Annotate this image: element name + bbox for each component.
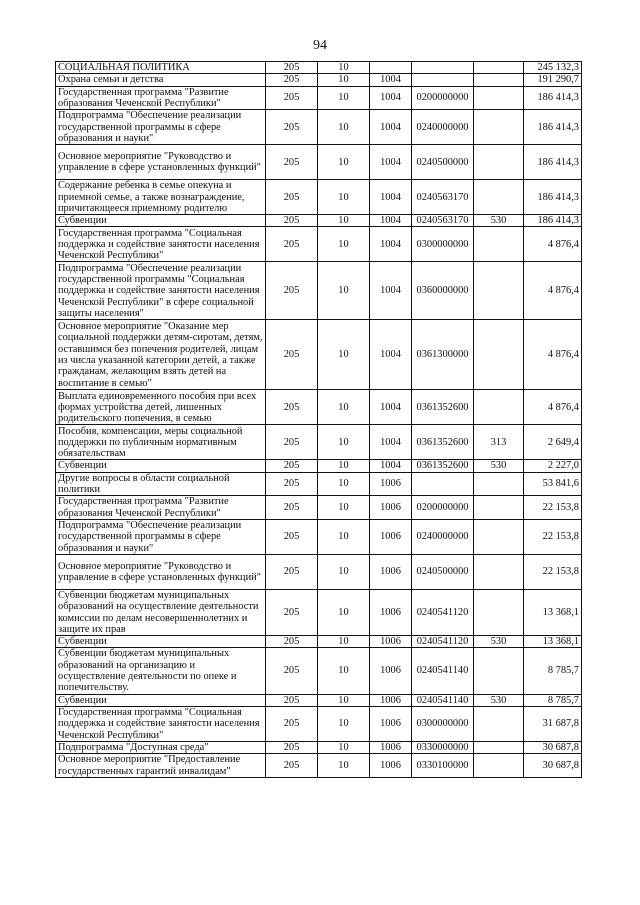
table-row <box>56 589 582 635</box>
row-subsection-code: 1006 <box>370 648 412 694</box>
row-admin-code: 205 <box>266 86 318 110</box>
table-row <box>56 62 582 74</box>
row-expense-type <box>474 648 524 694</box>
page-number: 94 <box>313 38 327 53</box>
row-expense-type <box>474 86 524 110</box>
row-name: Государственная программа "Социальная поддержка и содействие занятости населения Чеченской Республики" <box>56 227 266 262</box>
table-row <box>56 320 582 390</box>
row-target-code: 0240541140 <box>412 648 474 694</box>
row-name: Основное мероприятие "Предоставление государственных гарантий инвалидам" <box>56 754 266 778</box>
row-amount: 13 368,1 <box>524 589 582 635</box>
row-subsection-code: 1006 <box>370 472 412 496</box>
row-name: Субвенции бюджетам муниципальных образований на осуществление деятельности комиссии по делам несовершеннолетних и защите их прав <box>56 589 266 635</box>
row-admin-code: 205 <box>266 62 318 74</box>
row-target-code: 0361300000 <box>412 320 474 390</box>
row-subsection-code: 1004 <box>370 180 412 215</box>
row-amount: 13 368,1 <box>524 636 582 648</box>
row-target-code: 0330000000 <box>412 741 474 753</box>
row-section-code: 10 <box>318 86 370 110</box>
row-admin-code: 205 <box>266 110 318 145</box>
table-row <box>56 227 582 262</box>
row-target-code <box>412 62 474 74</box>
row-target-code: 0240000000 <box>412 519 474 554</box>
row-target-code: 0361352600 <box>412 390 474 425</box>
table-row <box>56 460 582 472</box>
row-admin-code: 205 <box>266 425 318 460</box>
row-section-code: 10 <box>318 145 370 180</box>
row-section-code: 10 <box>318 320 370 390</box>
row-target-code: 0360000000 <box>412 262 474 320</box>
row-name: Подпрограмма "Доступная среда" <box>56 741 266 753</box>
row-subsection-code: 1004 <box>370 227 412 262</box>
row-expense-type <box>474 706 524 741</box>
row-admin-code: 205 <box>266 589 318 635</box>
row-expense-type: 530 <box>474 460 524 472</box>
row-amount: 186 414,3 <box>524 145 582 180</box>
row-section-code: 10 <box>318 694 370 706</box>
row-subsection-code: 1006 <box>370 496 412 520</box>
table-row <box>56 110 582 145</box>
row-section-code: 10 <box>318 425 370 460</box>
row-name: Содержание ребенка в семье опекуна и приемной семье, а также вознаграждение, причитающееся приемному родителю <box>56 180 266 215</box>
row-expense-type <box>474 180 524 215</box>
row-admin-code: 205 <box>266 636 318 648</box>
row-name: Субвенции <box>56 460 266 472</box>
row-subsection-code: 1006 <box>370 519 412 554</box>
row-admin-code: 205 <box>266 554 318 589</box>
row-subsection-code: 1004 <box>370 86 412 110</box>
budget-table <box>55 61 582 778</box>
row-section-code: 10 <box>318 754 370 778</box>
row-section-code: 10 <box>318 215 370 227</box>
row-admin-code: 205 <box>266 262 318 320</box>
row-target-code: 0240000000 <box>412 110 474 145</box>
row-subsection-code: 1006 <box>370 589 412 635</box>
row-target-code: 0200000000 <box>412 496 474 520</box>
row-subsection-code: 1004 <box>370 390 412 425</box>
table-row <box>56 636 582 648</box>
row-subsection-code: 1006 <box>370 694 412 706</box>
row-subsection-code: 1004 <box>370 425 412 460</box>
table-row <box>56 145 582 180</box>
row-expense-type <box>474 519 524 554</box>
row-amount: 4 876,4 <box>524 390 582 425</box>
row-subsection-code: 1004 <box>370 215 412 227</box>
row-subsection-code: 1006 <box>370 706 412 741</box>
row-name: Подпрограмма "Обеспечение реализации государственной программы в сфере образования и науки" <box>56 519 266 554</box>
row-target-code: 0200000000 <box>412 86 474 110</box>
row-section-code: 10 <box>318 496 370 520</box>
row-section-code: 10 <box>318 262 370 320</box>
row-amount: 2 649,4 <box>524 425 582 460</box>
row-target-code <box>412 472 474 496</box>
table-row <box>56 519 582 554</box>
row-admin-code: 205 <box>266 390 318 425</box>
row-amount: 22 153,8 <box>524 496 582 520</box>
row-target-code: 0240563170 <box>412 180 474 215</box>
row-name: Основное мероприятие "Оказание мер социальной поддержки детям-сиротам, детям, оставшимся без попечения родителей, лицам из числа указанной категории детей, а также гражданам, желающим взять детей на воспитание в семью" <box>56 320 266 390</box>
row-amount: 4 876,4 <box>524 227 582 262</box>
row-admin-code: 205 <box>266 215 318 227</box>
row-expense-type: 530 <box>474 636 524 648</box>
row-expense-type <box>474 472 524 496</box>
row-admin-code: 205 <box>266 694 318 706</box>
row-target-code: 0240541120 <box>412 636 474 648</box>
row-amount: 53 841,6 <box>524 472 582 496</box>
row-name: СОЦИАЛЬНАЯ ПОЛИТИКА <box>56 62 266 74</box>
row-section-code: 10 <box>318 554 370 589</box>
row-expense-type: 313 <box>474 425 524 460</box>
row-admin-code: 205 <box>266 180 318 215</box>
row-target-code: 0361352600 <box>412 425 474 460</box>
row-amount: 191 290,7 <box>524 74 582 86</box>
table-row <box>56 694 582 706</box>
row-amount: 245 132,3 <box>524 62 582 74</box>
row-expense-type <box>474 262 524 320</box>
row-amount: 186 414,3 <box>524 110 582 145</box>
row-expense-type <box>474 74 524 86</box>
table-row <box>56 180 582 215</box>
row-amount: 31 687,8 <box>524 706 582 741</box>
row-amount: 186 414,3 <box>524 215 582 227</box>
row-expense-type <box>474 754 524 778</box>
row-target-code: 0361352600 <box>412 460 474 472</box>
row-section-code: 10 <box>318 519 370 554</box>
row-target-code: 0330100000 <box>412 754 474 778</box>
row-section-code: 10 <box>318 741 370 753</box>
row-subsection-code: 1004 <box>370 320 412 390</box>
table-row <box>56 86 582 110</box>
row-expense-type <box>474 554 524 589</box>
row-target-code: 0240541120 <box>412 589 474 635</box>
row-subsection-code: 1006 <box>370 741 412 753</box>
row-subsection-code: 1004 <box>370 110 412 145</box>
row-name: Государственная программа "Развитие образования Чеченской Республики" <box>56 86 266 110</box>
row-expense-type <box>474 110 524 145</box>
row-subsection-code: 1006 <box>370 554 412 589</box>
row-section-code: 10 <box>318 390 370 425</box>
table-row <box>56 706 582 741</box>
table-row <box>56 741 582 753</box>
row-section-code: 10 <box>318 706 370 741</box>
row-section-code: 10 <box>318 180 370 215</box>
row-admin-code: 205 <box>266 227 318 262</box>
row-subsection-code: 1006 <box>370 636 412 648</box>
row-admin-code: 205 <box>266 460 318 472</box>
row-section-code: 10 <box>318 74 370 86</box>
table-row <box>56 262 582 320</box>
row-expense-type <box>474 390 524 425</box>
table-row <box>56 554 582 589</box>
row-expense-type <box>474 741 524 753</box>
table-row <box>56 425 582 460</box>
row-name: Субвенции <box>56 636 266 648</box>
row-admin-code: 205 <box>266 519 318 554</box>
row-section-code: 10 <box>318 110 370 145</box>
row-amount: 22 153,8 <box>524 554 582 589</box>
row-name: Подпрограмма "Обеспечение реализации государственной программы в сфере образования и науки" <box>56 110 266 145</box>
row-amount: 30 687,8 <box>524 741 582 753</box>
table-row <box>56 496 582 520</box>
row-amount: 4 876,4 <box>524 320 582 390</box>
row-subsection-code: 1006 <box>370 754 412 778</box>
row-expense-type: 530 <box>474 694 524 706</box>
row-expense-type: 530 <box>474 215 524 227</box>
row-target-code: 0240563170 <box>412 215 474 227</box>
row-amount: 186 414,3 <box>524 86 582 110</box>
row-section-code: 10 <box>318 460 370 472</box>
row-target-code <box>412 74 474 86</box>
row-name: Основное мероприятие "Руководство и управление в сфере установленных функций" <box>56 145 266 180</box>
row-admin-code: 205 <box>266 74 318 86</box>
row-amount: 2 227,0 <box>524 460 582 472</box>
row-amount: 186 414,3 <box>524 180 582 215</box>
row-admin-code: 205 <box>266 706 318 741</box>
row-name: Государственная программа "Социальная поддержка и содействие занятости населения Чеченской Республики" <box>56 706 266 741</box>
row-admin-code: 205 <box>266 496 318 520</box>
row-target-code: 0300000000 <box>412 706 474 741</box>
row-subsection-code: 1004 <box>370 460 412 472</box>
row-name: Охрана семьи и детства <box>56 74 266 86</box>
row-name: Основное мероприятие "Руководство и управление в сфере установленных функций" <box>56 554 266 589</box>
row-subsection-code: 1004 <box>370 262 412 320</box>
row-expense-type <box>474 320 524 390</box>
table-row <box>56 74 582 86</box>
row-name: Субвенции бюджетам муниципальных образований на организацию и осуществление деятельности по опеке и попечительству. <box>56 648 266 694</box>
row-section-code: 10 <box>318 636 370 648</box>
row-expense-type <box>474 496 524 520</box>
row-target-code: 0240541140 <box>412 694 474 706</box>
row-admin-code: 205 <box>266 320 318 390</box>
row-subsection-code: 1004 <box>370 74 412 86</box>
row-amount: 4 876,4 <box>524 262 582 320</box>
row-expense-type <box>474 227 524 262</box>
row-name: Субвенции <box>56 215 266 227</box>
row-name: Выплата единовременного пособия при всех формах устройства детей, лишенных родительского попечения, в семью <box>56 390 266 425</box>
row-expense-type <box>474 145 524 180</box>
row-name: Пособия, компенсации, меры социальной поддержки по публичным нормативным обязательствам <box>56 425 266 460</box>
row-section-code: 10 <box>318 227 370 262</box>
row-admin-code: 205 <box>266 648 318 694</box>
row-admin-code: 205 <box>266 741 318 753</box>
table-row <box>56 754 582 778</box>
row-admin-code: 205 <box>266 754 318 778</box>
row-subsection-code: 1004 <box>370 145 412 180</box>
row-amount: 8 785,7 <box>524 648 582 694</box>
row-amount: 30 687,8 <box>524 754 582 778</box>
row-admin-code: 205 <box>266 145 318 180</box>
row-admin-code: 205 <box>266 472 318 496</box>
table-row <box>56 472 582 496</box>
row-expense-type <box>474 62 524 74</box>
row-expense-type <box>474 589 524 635</box>
row-section-code: 10 <box>318 589 370 635</box>
row-name: Другие вопросы в области социальной политики <box>56 472 266 496</box>
table-row <box>56 215 582 227</box>
table-row <box>56 648 582 694</box>
table-row <box>56 390 582 425</box>
row-amount: 22 153,8 <box>524 519 582 554</box>
row-target-code: 0240500000 <box>412 145 474 180</box>
row-section-code: 10 <box>318 62 370 74</box>
row-amount: 8 785,7 <box>524 694 582 706</box>
row-section-code: 10 <box>318 472 370 496</box>
row-name: Субвенции <box>56 694 266 706</box>
row-target-code: 0240500000 <box>412 554 474 589</box>
row-subsection-code <box>370 62 412 74</box>
row-name: Государственная программа "Развитие образования Чеченской Республики" <box>56 496 266 520</box>
row-name: Подпрограмма "Обеспечение реализации государственной программы "Социальная поддержка и содействие занятости населения Чеченской Республики" в сфере социальной защиты населения" <box>56 262 266 320</box>
row-target-code: 0300000000 <box>412 227 474 262</box>
row-section-code: 10 <box>318 648 370 694</box>
